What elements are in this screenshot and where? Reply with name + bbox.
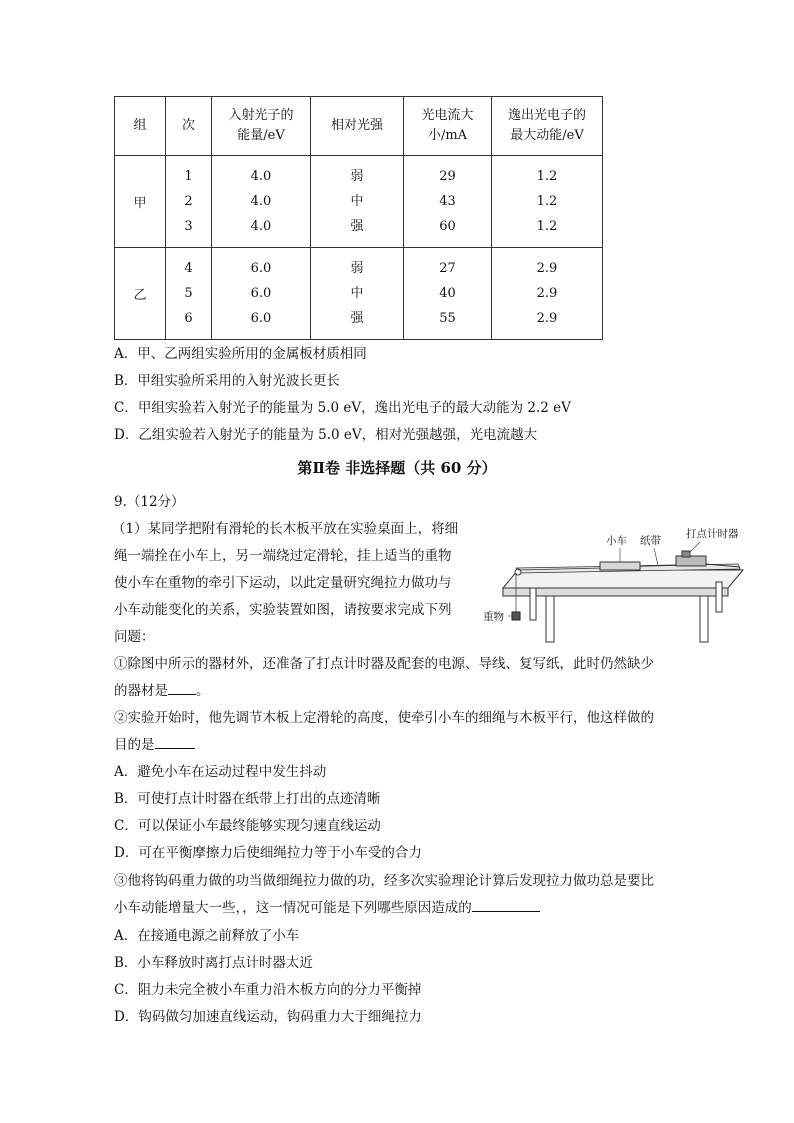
apparatus-figure: [478, 520, 753, 650]
photoelectric-table: [114, 96, 603, 340]
table-leg: [546, 596, 554, 642]
group-name: 甲: [115, 156, 166, 248]
label-timer: 打点计时器: [686, 528, 739, 540]
q9-sub3-option-b: B．小车释放时离打点计时器太近: [114, 955, 313, 971]
q9-sub3-option-c: C．阻力未完全被小车重力沿木板方向的分力平衡掉: [114, 982, 422, 998]
trial-cell: 4 5 6: [166, 248, 212, 340]
label-tape: 纸带: [640, 535, 661, 547]
current-cell: 29 43 60: [404, 156, 492, 248]
q8-option-d: D．乙组实验若入射光子的能量为 5.0 eV，相对光强越强，光电流越大: [114, 427, 538, 443]
q9-sub2-option-b: B．可使打点计时器在纸带上打出的点迹清晰: [114, 791, 381, 807]
col-header-energy: 入射光子的 能量/eV: [212, 97, 311, 156]
q9-sub1-line1: ①除图中所示的器材外，还准备了打点计时器及配套的电源、导线、复写纸，此时仍然缺少: [114, 656, 654, 672]
q9-sub2-option-c: C．可以保证小车最终能够实现匀速直线运动: [114, 818, 381, 834]
weight-icon: [512, 612, 520, 620]
current-cell: 27 40 55: [404, 248, 492, 340]
q8-option-c: C．甲组实验若入射光子的能量为 5.0 eV，逸出光电子的最大动能为 2.2 eV: [114, 400, 571, 416]
q9-sub3-line2: 小车动能增量大一些，，这一情况可能是下列哪些原因造成的: [114, 898, 540, 918]
kinetic-cell: 1.2 1.2 1.2: [492, 156, 603, 248]
q9-sub2-line1: ②实验开始时，他先调节木板上定滑轮的高度，使牵引小车的细绳与木板平行，他这样做的: [114, 710, 654, 726]
col-header-trial: 次: [166, 97, 212, 156]
answer-blank[interactable]: [155, 735, 195, 749]
q9-intro-line: 问题：: [114, 629, 155, 645]
q9-sub3-line1: ③他将钩码重力做的功当做细绳拉力做的功，经多次实验理论计算后发现拉力做功总是要比: [114, 873, 654, 889]
intensity-cell: 弱 中 强: [311, 248, 404, 340]
intensity-cell: 弱 中 强: [311, 156, 404, 248]
label-weight: 重物: [483, 611, 504, 623]
q8-option-b: B．甲组实验所采用的入射光波长更长: [114, 373, 340, 389]
car-icon: [600, 562, 640, 570]
q9-sub3-option-a: A．在接通电源之前释放了小车: [114, 928, 300, 944]
q9-header: 9.（12分）: [114, 494, 185, 510]
q9-sub2-option-a: A．避免小车在运动过程中发生抖动: [114, 764, 327, 780]
table-leg: [530, 588, 536, 620]
table-leg: [700, 596, 708, 642]
q8-option-a: A．甲、乙两组实验所用的金属板材质相同: [114, 346, 367, 362]
col-header-group: 组: [115, 97, 166, 156]
section-title: 第Ⅱ卷 非选择题（共 60 分）: [297, 459, 497, 477]
timer-icon: [676, 556, 706, 566]
answer-blank[interactable]: [472, 898, 540, 912]
q9-sub2-line2: 目的是: [114, 735, 195, 755]
table-edge: [503, 588, 728, 596]
q9-intro-line: 小车动能变化的关系，实验装置如图，请按要求完成下列: [114, 602, 452, 618]
table-row: [115, 156, 603, 248]
q9-sub2-option-d: D．可在平衡摩擦力后使细绳拉力等于小车受的合力: [114, 845, 422, 861]
q9-sub1-line2: 的器材是 。: [114, 683, 210, 699]
col-header-current: 光电流大 小/mA: [404, 97, 492, 156]
q9-intro-line: （1）某同学把附有滑轮的长木板平放在实验桌面上，将细: [112, 521, 459, 537]
group-name: 乙: [115, 248, 166, 340]
label-car: 小车: [606, 535, 627, 547]
q9-sub3-option-d: D．钩码做匀加速直线运动，钩码重力大于细绳拉力: [114, 1009, 422, 1025]
table-header-row: [115, 97, 603, 156]
col-header-kinetic: 逸出光电子的 最大动能/eV: [492, 97, 603, 156]
col-header-intensity: 相对光强: [311, 97, 404, 156]
answer-blank[interactable]: [168, 681, 196, 695]
trial-cell: 1 2 3: [166, 156, 212, 248]
table-leg: [716, 582, 722, 612]
kinetic-cell: 2.9 2.9 2.9: [492, 248, 603, 340]
energy-cell: 6.0 6.0 6.0: [212, 248, 311, 340]
q9-intro-line: 使小车在重物的牵引下运动，以此定量研究绳拉力做功与: [114, 575, 452, 591]
q9-intro-line: 绳一端拴在小车上，另一端绕过定滑轮，挂上适当的重物: [114, 548, 452, 564]
label-leader: [690, 542, 700, 552]
label-leader: [654, 548, 658, 565]
energy-cell: 4.0 4.0 4.0: [212, 156, 311, 248]
timer-icon: [682, 551, 690, 557]
table-row: [115, 248, 603, 340]
